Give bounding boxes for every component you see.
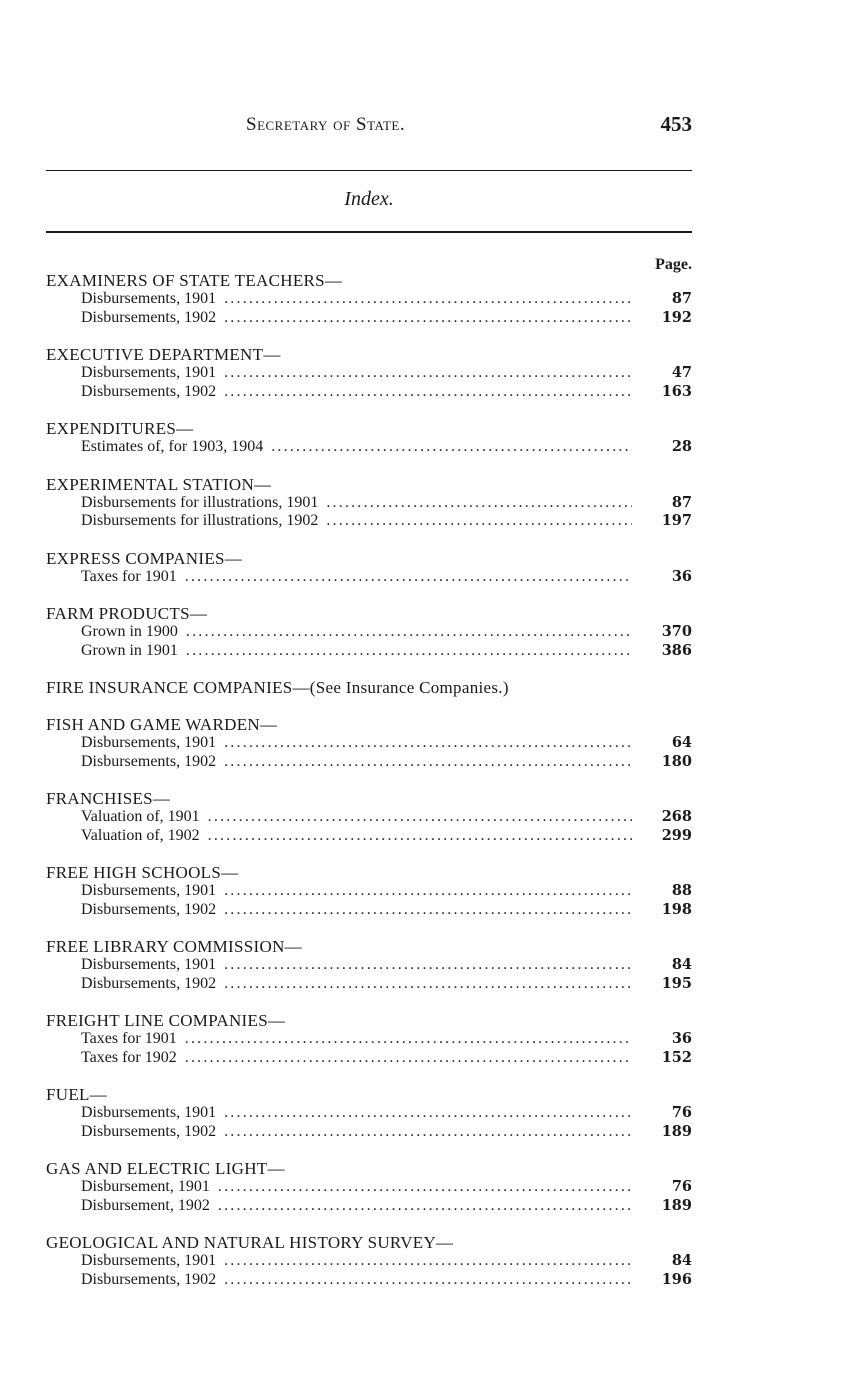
dot-leader	[186, 642, 632, 661]
entry-heading: EXECUTIVE DEPARTMENT—	[46, 345, 281, 364]
index-entry	[46, 789, 692, 845]
sub-entry-page-number: 76	[671, 1104, 692, 1121]
entry-sub-row	[46, 438, 692, 457]
sub-entry-page-number: 197	[661, 512, 692, 529]
index-entry	[46, 715, 692, 771]
running-title: Secretary of State.	[246, 114, 406, 135]
sub-entry-page-number: 163	[661, 382, 692, 400]
sub-entry-label: Taxes for 1901	[81, 1030, 177, 1047]
entry-sub-row	[46, 623, 692, 642]
sub-entry-page-number: 180	[661, 752, 692, 770]
dot-leader	[224, 383, 632, 402]
entry-sub-row	[46, 1252, 692, 1271]
entry-sub-row	[46, 494, 692, 513]
dot-leader	[224, 734, 632, 753]
entry-heading: EXPRESS COMPANIES—	[46, 548, 243, 568]
sub-entry-page-number: 189	[661, 1122, 692, 1140]
dot-leader	[224, 1104, 632, 1123]
running-head	[46, 110, 692, 140]
sub-entry-label: Disbursements, 1901	[81, 290, 217, 307]
entry-heading: GEOLOGICAL AND NATURAL HISTORY SURVEY—	[46, 1233, 454, 1252]
sub-entry-label: Valuation of, 1902	[81, 826, 200, 844]
entry-heading: EXPERIMENTAL STATION—	[46, 474, 272, 494]
dot-leader	[224, 1123, 632, 1142]
sub-entry-label: Taxes for 1901	[81, 567, 177, 585]
top-rule	[46, 170, 692, 171]
sub-entry-label: Disbursements, 1902	[81, 308, 217, 326]
entry-heading: GAS AND ELECTRIC LIGHT—	[46, 1159, 285, 1178]
entry-sub-row	[46, 309, 692, 328]
index-entry	[46, 1159, 692, 1215]
sub-entry-label: Disbursements, 1902	[81, 974, 217, 992]
dot-leader	[218, 1197, 632, 1216]
sub-entry-label: Disbursements, 1901	[81, 364, 217, 381]
dot-leader	[224, 882, 632, 901]
dot-leader	[185, 1030, 632, 1049]
entry-sub-row	[46, 753, 692, 772]
entry-sub-row	[46, 734, 692, 753]
index-entry	[46, 1085, 692, 1141]
sub-entry-page-number: 152	[661, 1048, 692, 1066]
entry-sub-row	[46, 956, 692, 975]
index-heading: Index.	[344, 188, 394, 210]
dot-leader	[271, 438, 632, 457]
sub-entry-label: Valuation of, 1901	[81, 808, 200, 825]
entry-sub-row	[46, 808, 692, 827]
entry-sub-row	[46, 1030, 692, 1049]
sub-entry-page-number: 84	[671, 956, 692, 973]
entry-heading: FREIGHT LINE COMPANIES—	[46, 1011, 286, 1030]
sub-entry-page-number: 36	[671, 567, 692, 585]
sub-entry-label: Disbursements, 1902	[81, 1122, 217, 1140]
entry-sub-row	[46, 827, 692, 846]
entry-sub-row	[46, 364, 692, 383]
sub-entry-page-number: 87	[671, 290, 692, 307]
dot-leader	[185, 568, 632, 587]
sub-entry-label: Disbursements, 1902	[81, 900, 217, 918]
entry-heading: FARM PRODUCTS—	[46, 604, 208, 623]
entry-sub-row	[46, 290, 692, 309]
dot-leader	[224, 1271, 632, 1290]
sub-entry-page-number: 198	[661, 900, 692, 918]
sub-entry-page-number: 192	[661, 308, 692, 326]
index-entry	[46, 937, 692, 993]
index-entry	[46, 419, 692, 457]
dot-leader	[224, 956, 632, 975]
sub-entry-label: Disbursements, 1902	[81, 1270, 217, 1288]
entry-heading: FISH AND GAME WARDEN—	[46, 715, 278, 734]
sub-entry-label: Disbursements, 1901	[81, 956, 217, 973]
sub-entry-label: Disbursements, 1901	[81, 1104, 217, 1121]
sub-entry-page-number: 87	[671, 493, 692, 511]
dot-leader	[224, 364, 632, 383]
entry-sub-row	[46, 1104, 692, 1123]
sub-entry-page-number: 88	[671, 882, 692, 899]
sub-entry-page-number: 64	[671, 734, 692, 751]
entry-sub-row	[46, 642, 692, 661]
index-entry	[46, 1011, 692, 1067]
dot-leader	[185, 1049, 632, 1068]
dot-leader	[224, 290, 632, 309]
entry-heading: FREE LIBRARY COMMISSION—	[46, 937, 302, 956]
dot-leader	[224, 753, 632, 772]
entry-sub-row	[46, 901, 692, 920]
entry-sub-row	[46, 975, 692, 994]
dot-leader	[218, 1178, 632, 1197]
sub-entry-page-number: 28	[671, 438, 692, 455]
dot-leader	[224, 975, 632, 994]
index-entries	[46, 271, 692, 1307]
sub-entry-label: Disbursements, 1901	[81, 734, 217, 751]
sub-entry-label: Taxes for 1902	[81, 1048, 177, 1066]
sub-entry-label: Disbursement, 1901	[81, 1178, 210, 1195]
dot-leader	[224, 1252, 632, 1271]
entry-sub-row	[46, 512, 692, 531]
sub-entry-label: Disbursements, 1902	[81, 382, 217, 400]
dot-leader	[326, 512, 632, 531]
sub-entry-page-number: 76	[671, 1178, 692, 1195]
entry-heading: FUEL—	[46, 1085, 107, 1104]
entry-sub-row	[46, 882, 692, 901]
entry-heading: FIRE INSURANCE COMPANIES—(See Insurance Companies.)	[46, 678, 509, 697]
heading-rule	[46, 231, 692, 233]
sub-entry-label: Disbursements for illustrations, 1902	[81, 512, 319, 529]
sub-entry-label: Grown in 1900	[81, 623, 178, 640]
entry-heading: EXAMINERS OF STATE TEACHERS—	[46, 271, 343, 290]
sub-entry-page-number: 195	[661, 974, 692, 992]
sub-entry-page-number: 84	[671, 1252, 692, 1269]
sub-entry-label: Disbursement, 1902	[81, 1196, 210, 1214]
dot-leader	[208, 808, 632, 827]
index-entry	[46, 549, 692, 587]
entry-sub-row	[46, 1049, 692, 1068]
entry-sub-row	[46, 1197, 692, 1216]
index-entry	[46, 604, 692, 660]
entry-heading: FREE HIGH SCHOOLS—	[46, 863, 239, 882]
dot-leader	[326, 494, 632, 513]
entry-sub-row	[46, 383, 692, 402]
dot-leader	[208, 827, 632, 846]
sub-entry-label: Disbursements, 1902	[81, 752, 217, 770]
index-entry	[46, 271, 692, 327]
sub-entry-page-number: 370	[661, 623, 692, 640]
index-entry	[46, 345, 692, 401]
entry-heading: EXPENDITURES—	[46, 419, 194, 438]
entry-sub-row	[46, 1178, 692, 1197]
page-number: 453	[660, 112, 692, 136]
sub-entry-page-number: 299	[661, 826, 692, 844]
index-entry	[46, 475, 692, 531]
entry-sub-row	[46, 1271, 692, 1290]
entry-sub-row	[46, 568, 692, 587]
entry-heading: FRANCHISES—	[46, 789, 171, 808]
sub-entry-page-number: 36	[671, 1030, 692, 1047]
page-column-label: Page.	[655, 256, 692, 273]
sub-entry-page-number: 196	[661, 1270, 692, 1288]
sub-entry-label: Disbursements, 1901	[81, 882, 217, 899]
sub-entry-page-number: 268	[661, 808, 692, 825]
index-entry	[46, 678, 692, 697]
entry-sub-row	[46, 1123, 692, 1142]
sub-entry-page-number: 47	[671, 364, 692, 381]
dot-leader	[186, 623, 632, 642]
sub-entry-page-number: 386	[661, 641, 692, 659]
dot-leader	[224, 901, 632, 920]
index-entry	[46, 863, 692, 919]
sub-entry-label: Estimates of, for 1903, 1904	[81, 438, 264, 455]
sub-entry-label: Disbursements for illustrations, 1901	[81, 493, 319, 511]
dot-leader	[224, 309, 632, 328]
sub-entry-label: Disbursements, 1901	[81, 1252, 217, 1269]
index-entry	[46, 1233, 692, 1289]
sub-entry-page-number: 189	[661, 1196, 692, 1214]
sub-entry-label: Grown in 1901	[81, 641, 178, 659]
